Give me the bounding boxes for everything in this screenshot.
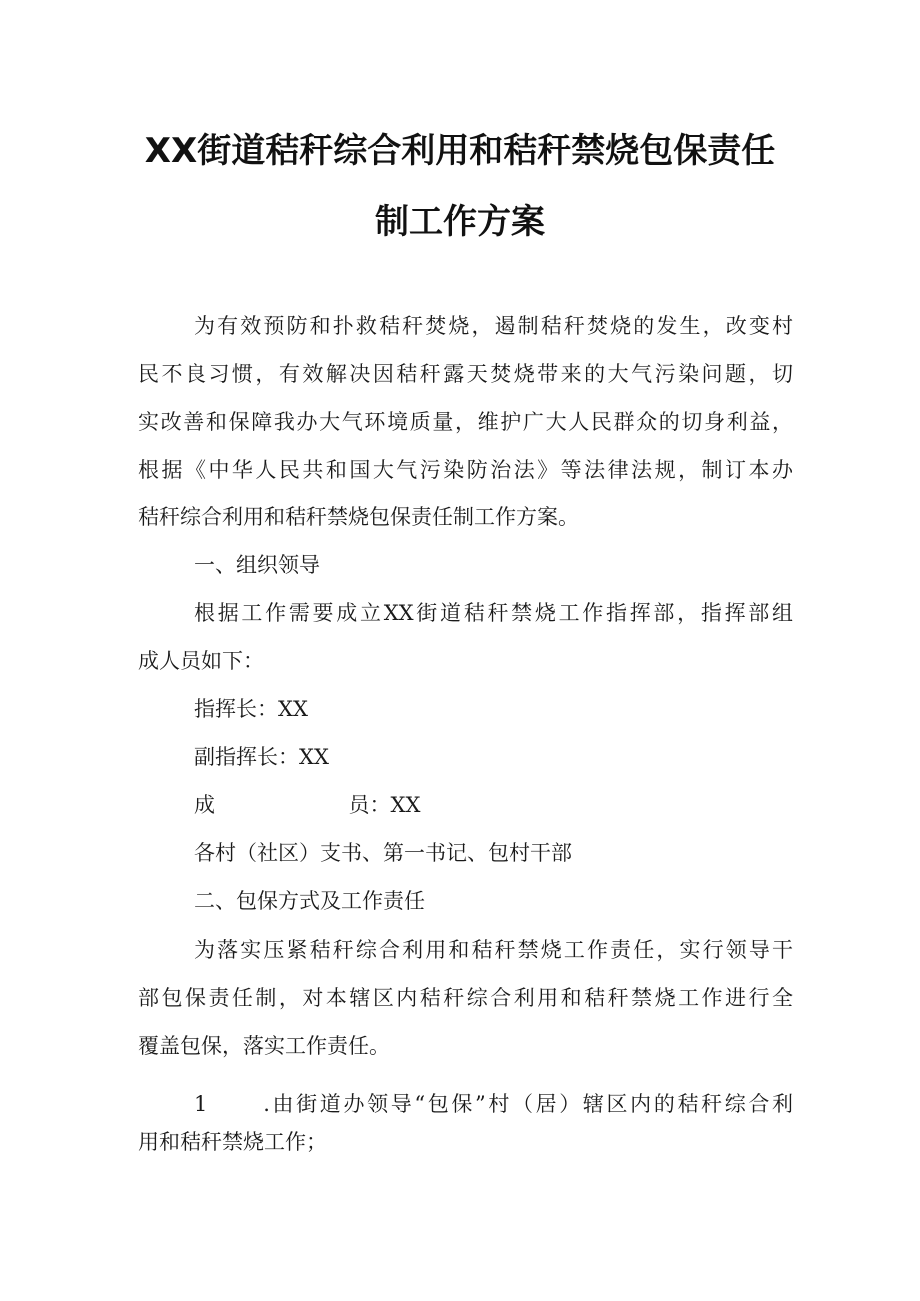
paragraph-line: 根据《中华人民共和国大气污染防治法》等法律法规，制订本办 xyxy=(138,458,793,482)
paragraph-line: 秸秆综合利用和秸秆禁烧包保责任制工作方案。 xyxy=(138,505,579,529)
paragraph-line: 民不良习惯，有效解决因秸秆露天焚烧带来的大气污染问题，切 xyxy=(138,362,793,386)
list-item: 1 .由街道办领导“包保”村（居）辖区内的秸秆综合利 xyxy=(194,1092,793,1116)
document-title-line-1: XX街道秸秆综合利用和秸秆禁烧包保责任 xyxy=(144,131,776,171)
member-line: 各村（社区）支书、第一书记、包村干部 xyxy=(194,841,572,865)
section-heading: 二、包保方式及工作责任 xyxy=(194,889,425,913)
document-title-line-2: 制工作方案 xyxy=(375,202,545,242)
paragraph-line: 部包保责任制，对本辖区内秸秆综合利用和秸秆禁烧工作进行全 xyxy=(138,986,793,1010)
list-item: 用和秸秆禁烧工作； xyxy=(138,1130,327,1154)
member-line: 成 员：XX xyxy=(194,793,421,817)
paragraph-line: 成人员如下： xyxy=(138,649,264,673)
paragraph-line: 实改善和保障我办大气环境质量，维护广大人民群众的切身利益， xyxy=(138,410,793,434)
member-line: 指挥长：XX xyxy=(194,697,308,721)
member-line: 副指挥长：XX xyxy=(194,745,329,769)
paragraph-line: 为有效预防和扑救秸秆焚烧，遏制秸秆焚烧的发生，改变村 xyxy=(194,314,793,338)
paragraph-line: 覆盖包保，落实工作责任。 xyxy=(138,1034,390,1058)
section-heading: 一、组织领导 xyxy=(194,553,320,577)
paragraph-line: 为落实压紧秸秆综合利用和秸秆禁烧工作责任，实行领导干 xyxy=(194,938,793,962)
paragraph-line: 根据工作需要成立XX街道秸秆禁烧工作指挥部，指挥部组 xyxy=(194,601,793,625)
